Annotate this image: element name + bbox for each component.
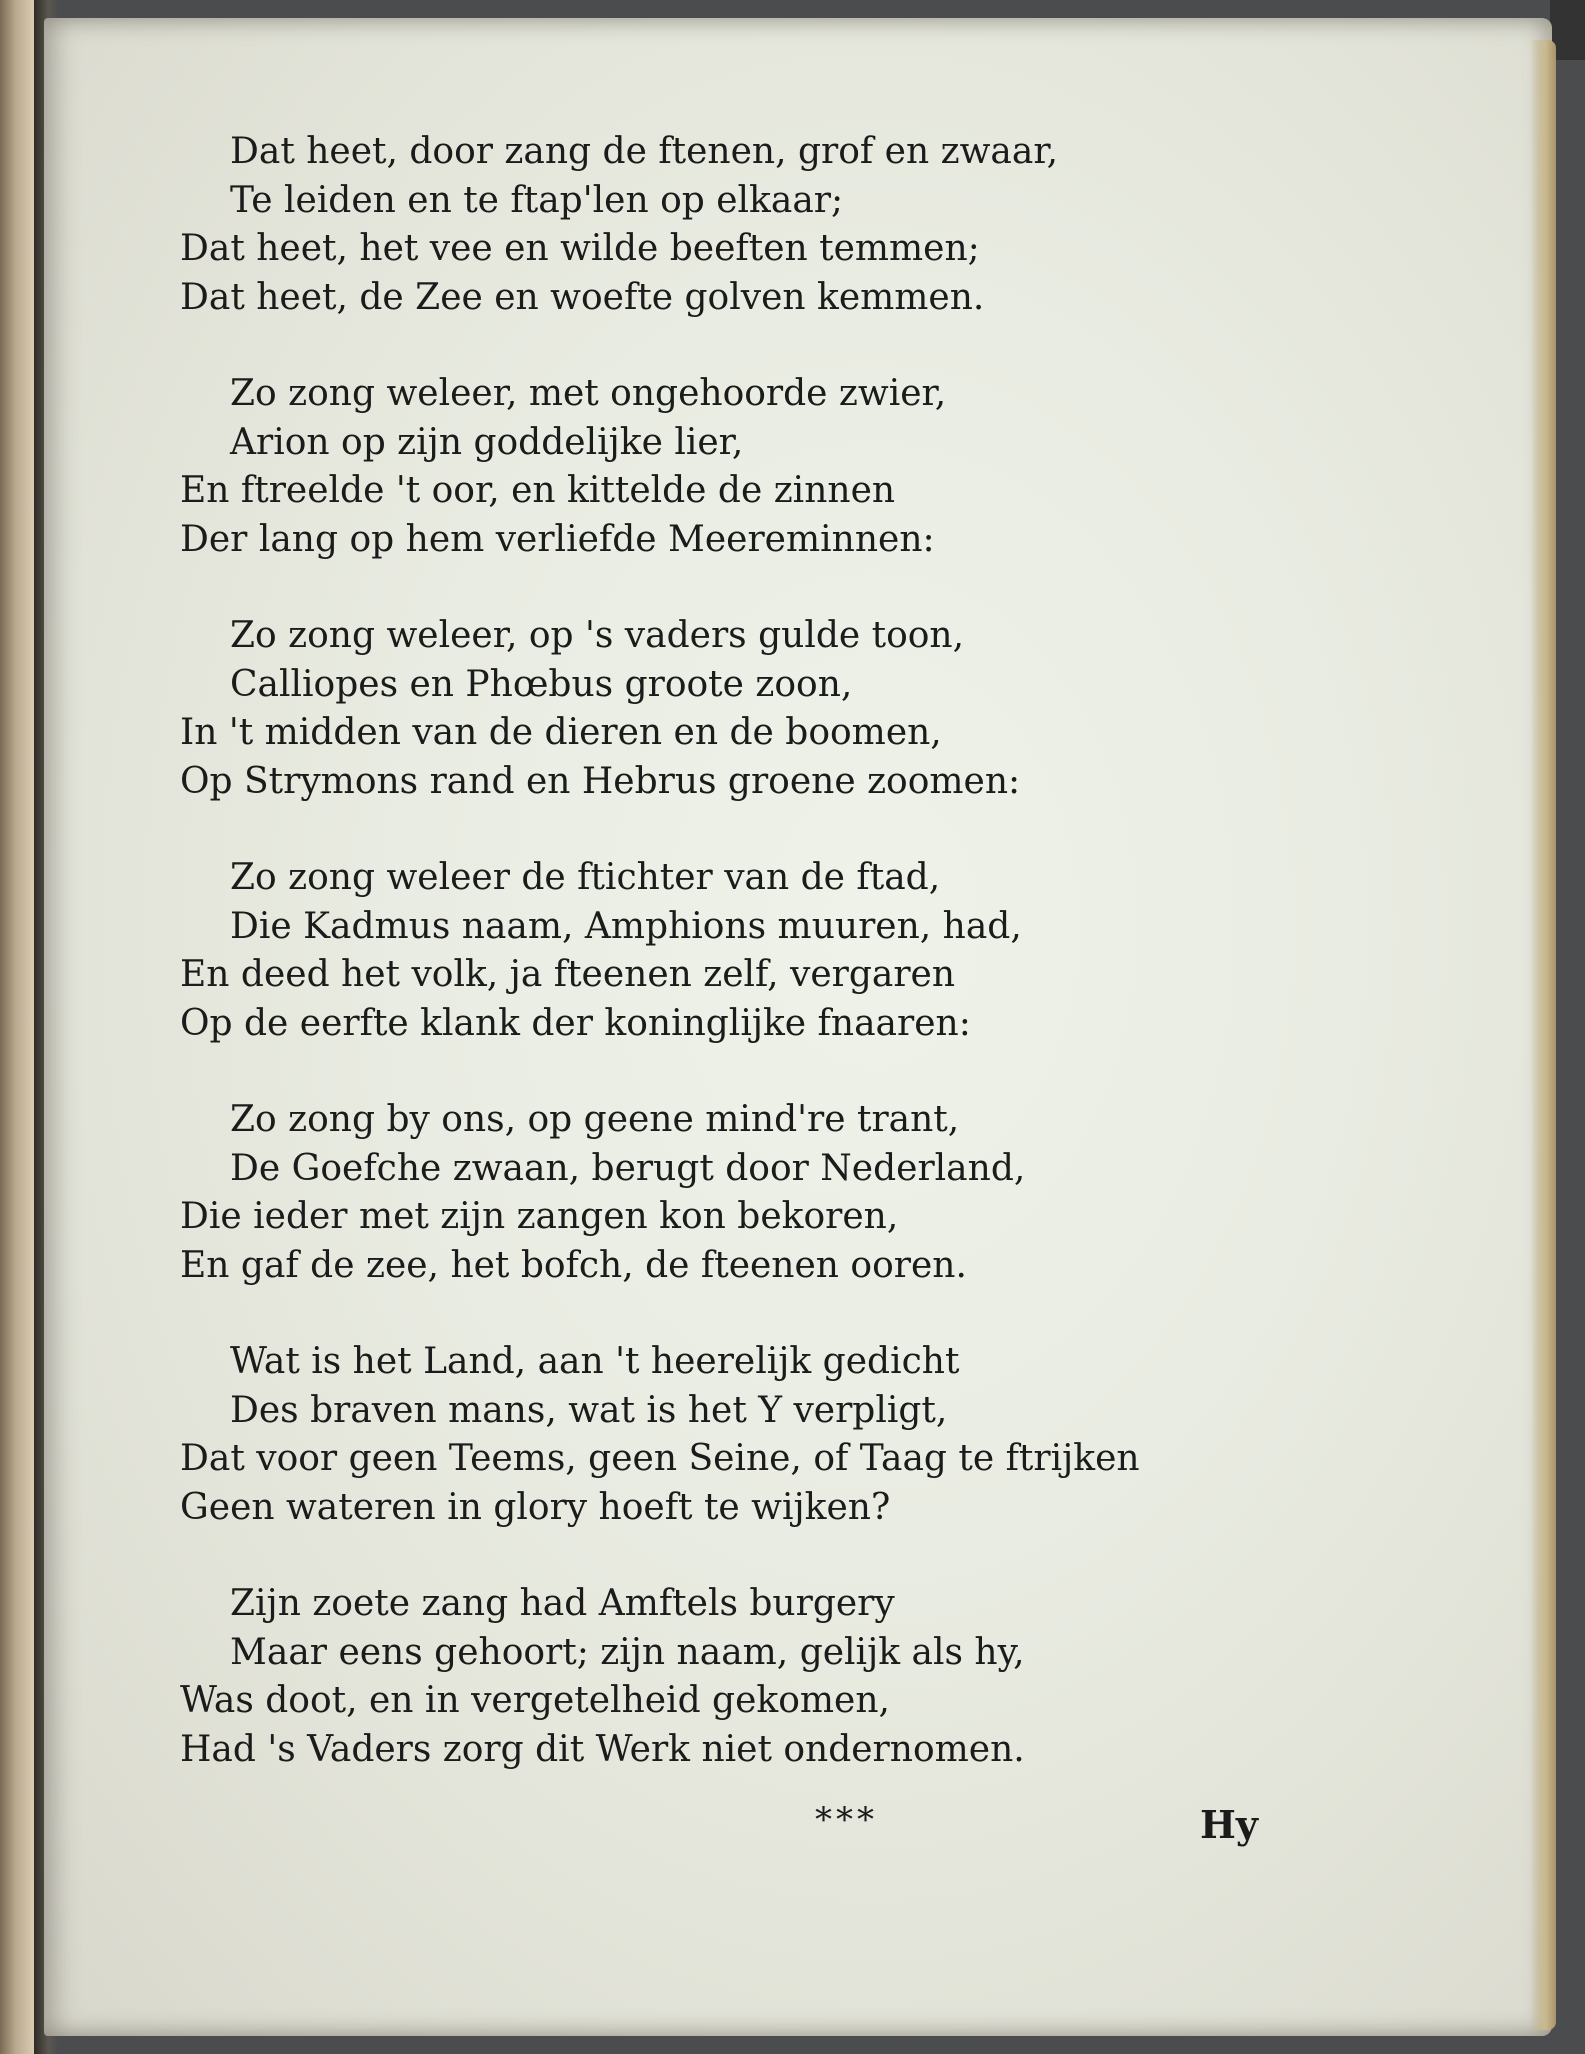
poem-line: Op de eerfte klank der koninglijke fnaaren:: [180, 1002, 971, 1044]
stanza-2: [180, 370, 1300, 564]
page-footer: [0, 1800, 1585, 1860]
poem-line: Des braven mans, wat is het Y verpligt,: [230, 1389, 948, 1431]
poem-line: Was doot, en in vergetelheid gekomen,: [180, 1680, 890, 1721]
poem-line: Maar eens gehoort; zijn naam, gelijk als hy,: [230, 1631, 1025, 1673]
poem-line: Dat voor geen Teems, geen Seine, of Taag te ftrijken: [180, 1438, 1140, 1479]
poem-line: Zo zong weleer de ftichter van de ftad,: [230, 857, 941, 898]
poem-line: De Goefche zwaan, berugt door Nederland,: [230, 1147, 1026, 1189]
poem-line: En ftreelde 't oor, en kittelde de zinnen: [180, 470, 896, 511]
poem-line: Zo zong weleer, met ongehoorde zwier,: [230, 373, 947, 414]
poem-line: Zo zong weleer, op 's vaders gulde toon,: [230, 615, 965, 656]
stanza-6: [180, 1338, 1300, 1532]
stanza-3: [180, 612, 1300, 806]
poem-text: [180, 128, 1300, 1822]
poem-line: Dat heet, door zang de ftenen, grof en zwaar,: [230, 131, 1059, 172]
poem-line: Te leiden en te ftap'len op elkaar;: [230, 179, 844, 221]
poem-line: Zo zong by ons, op geene mind're trant,: [230, 1099, 960, 1140]
poem-line: In 't midden van de dieren en de boomen,: [180, 712, 942, 753]
stanza-7: [180, 1580, 1300, 1774]
poem-line: Wat is het Land, aan 't heerelijk gedicht: [230, 1341, 960, 1382]
signature-mark: ***: [815, 1800, 878, 1840]
poem-line: En gaf de zee, het bofch, de fteenen ooren.: [180, 1244, 967, 1286]
page-right-edge: [1530, 40, 1556, 2030]
poem-line: En deed het volk, ja fteenen zelf, vergaren: [180, 954, 956, 995]
poem-line: Calliopes en Phœbus groote zoon,: [230, 663, 853, 705]
stanza-1: [180, 128, 1300, 322]
poem-line: Had 's Vaders zorg dit Werk niet ondernomen.: [180, 1728, 1025, 1770]
poem-line: Arion op zijn goddelijke lier,: [230, 421, 744, 463]
catchword: Hy: [1200, 1802, 1258, 1847]
stanza-4: [180, 854, 1300, 1048]
poem-line: Dat heet, de Zee en woefte golven kemmen.: [180, 276, 985, 318]
left-page-edge: [0, 0, 34, 2054]
poem-line: Die ieder met zijn zangen kon bekoren,: [180, 1196, 899, 1237]
poem-line: Geen wateren in glory hoeft te wijken?: [180, 1486, 891, 1528]
stanza-5: [180, 1096, 1300, 1290]
poem-line: Op Strymons rand en Hebrus groene zoomen:: [180, 760, 1021, 802]
poem-line: Der lang op hem verliefde Meereminnen:: [180, 518, 935, 560]
poem-line: Zijn zoete zang had Amftels burgery: [230, 1583, 895, 1624]
poem-line: Die Kadmus naam, Amphions muuren, had,: [230, 905, 1022, 947]
poem-line: Dat heet, het vee en wilde beeften temmen;: [180, 228, 980, 269]
